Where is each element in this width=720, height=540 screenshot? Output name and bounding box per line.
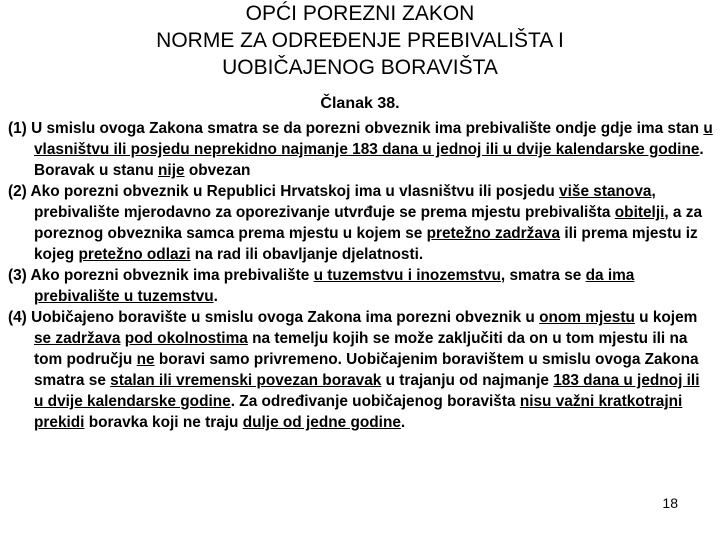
text-segment: boravka koji ne traju [84,414,243,431]
text-segment: (3) Ako porezni obveznik ima prebivalište [8,267,314,284]
title-line-2: NORME ZA ODREĐENJE PREBIVALIŠTA I [156,29,564,52]
underlined-text: se zadržava [34,330,121,347]
underlined-text: pretežno odlazi [78,246,191,263]
text-segment: na temelju kojih se može zaključiti da on u tom mjestu ili na tom području [34,330,688,368]
underlined-text: da ima prebivalište u tuzemstvu [34,267,635,305]
text-segment: . [400,414,406,431]
underlined-text: pretežno zadržava [426,225,561,242]
slide-title [0,0,720,81]
underlined-text: 183 dana u jednoj ili u dvije kalendarske godine [34,372,700,410]
underlined-text: pod okolnostima [124,330,248,347]
text-segment: (2) Ako porezni obveznik u Republici Hrvatskoj ima u vlasništvu ili posjedu [8,183,560,200]
underlined-text: više stanova [559,183,652,200]
underlined-text: nije [158,162,185,179]
text-segment: ili prema mjestu iz kojeg [34,225,698,263]
text-segment: na rad ili obavljanje djelatnosti. [190,246,424,263]
text-segment: (4) Uobičajeno boravište u smislu ovoga Zakona ima porezni obveznik u [8,309,540,326]
paragraph-3 [8,265,713,307]
text-segment: u trajanju od najmanje [381,372,554,389]
text-segment: obvezan [184,162,251,179]
underlined-text: onom mjestu [539,309,635,326]
text-segment: , smatra se [500,267,586,284]
underlined-text: stalan ili vremenski povezan boravak [110,372,382,389]
text-segment: u kojem [634,309,698,326]
text-segment: . [213,288,218,305]
article-heading: Članak 38. [320,95,400,112]
text-segment: . Boravak u stanu [34,141,704,179]
text-segment: , prebivalište mjerodavno za oporezivanje utvrđuje se prema mjestu prebivališta [34,183,656,221]
underlined-text: u vlasništvu ili posjedu neprekidno najmanje 183 dana u jednoj ili u dvije kalendarske godine [34,120,713,158]
text-segment: boravi samo privremeno. Uobičajenim boravištem u smislu ovoga Zakona smatra se [34,351,699,389]
page-number: 18 [662,495,678,511]
underlined-text: obitelji [614,204,665,221]
title-line-1: OPĆI POREZNI ZAKON [245,2,475,25]
text-segment: . Za određivanje uobičajenog boravišta [230,393,520,410]
title-line-3: UOBIČAJENOG BORAVIŠTA [222,56,498,79]
text-segment: , a za poreznog obveznika samca prema mjestu u kojem se [34,204,703,242]
underlined-text: dulje od jedne godine [242,414,401,431]
text-segment: (1) U smislu ovoga Zakona smatra se da porezni obveznik ima prebivalište ondje gdje ima stan [8,120,704,137]
law-text-body [8,118,713,433]
paragraph-1 [8,118,713,181]
underlined-text: nisu važni kratkotrajni prekidi [34,393,683,431]
underlined-text: u tuzemstvu i inozemstvu [313,267,501,284]
paragraph-4 [8,307,713,433]
paragraph-2 [8,181,713,265]
underlined-text: ne [136,351,155,368]
